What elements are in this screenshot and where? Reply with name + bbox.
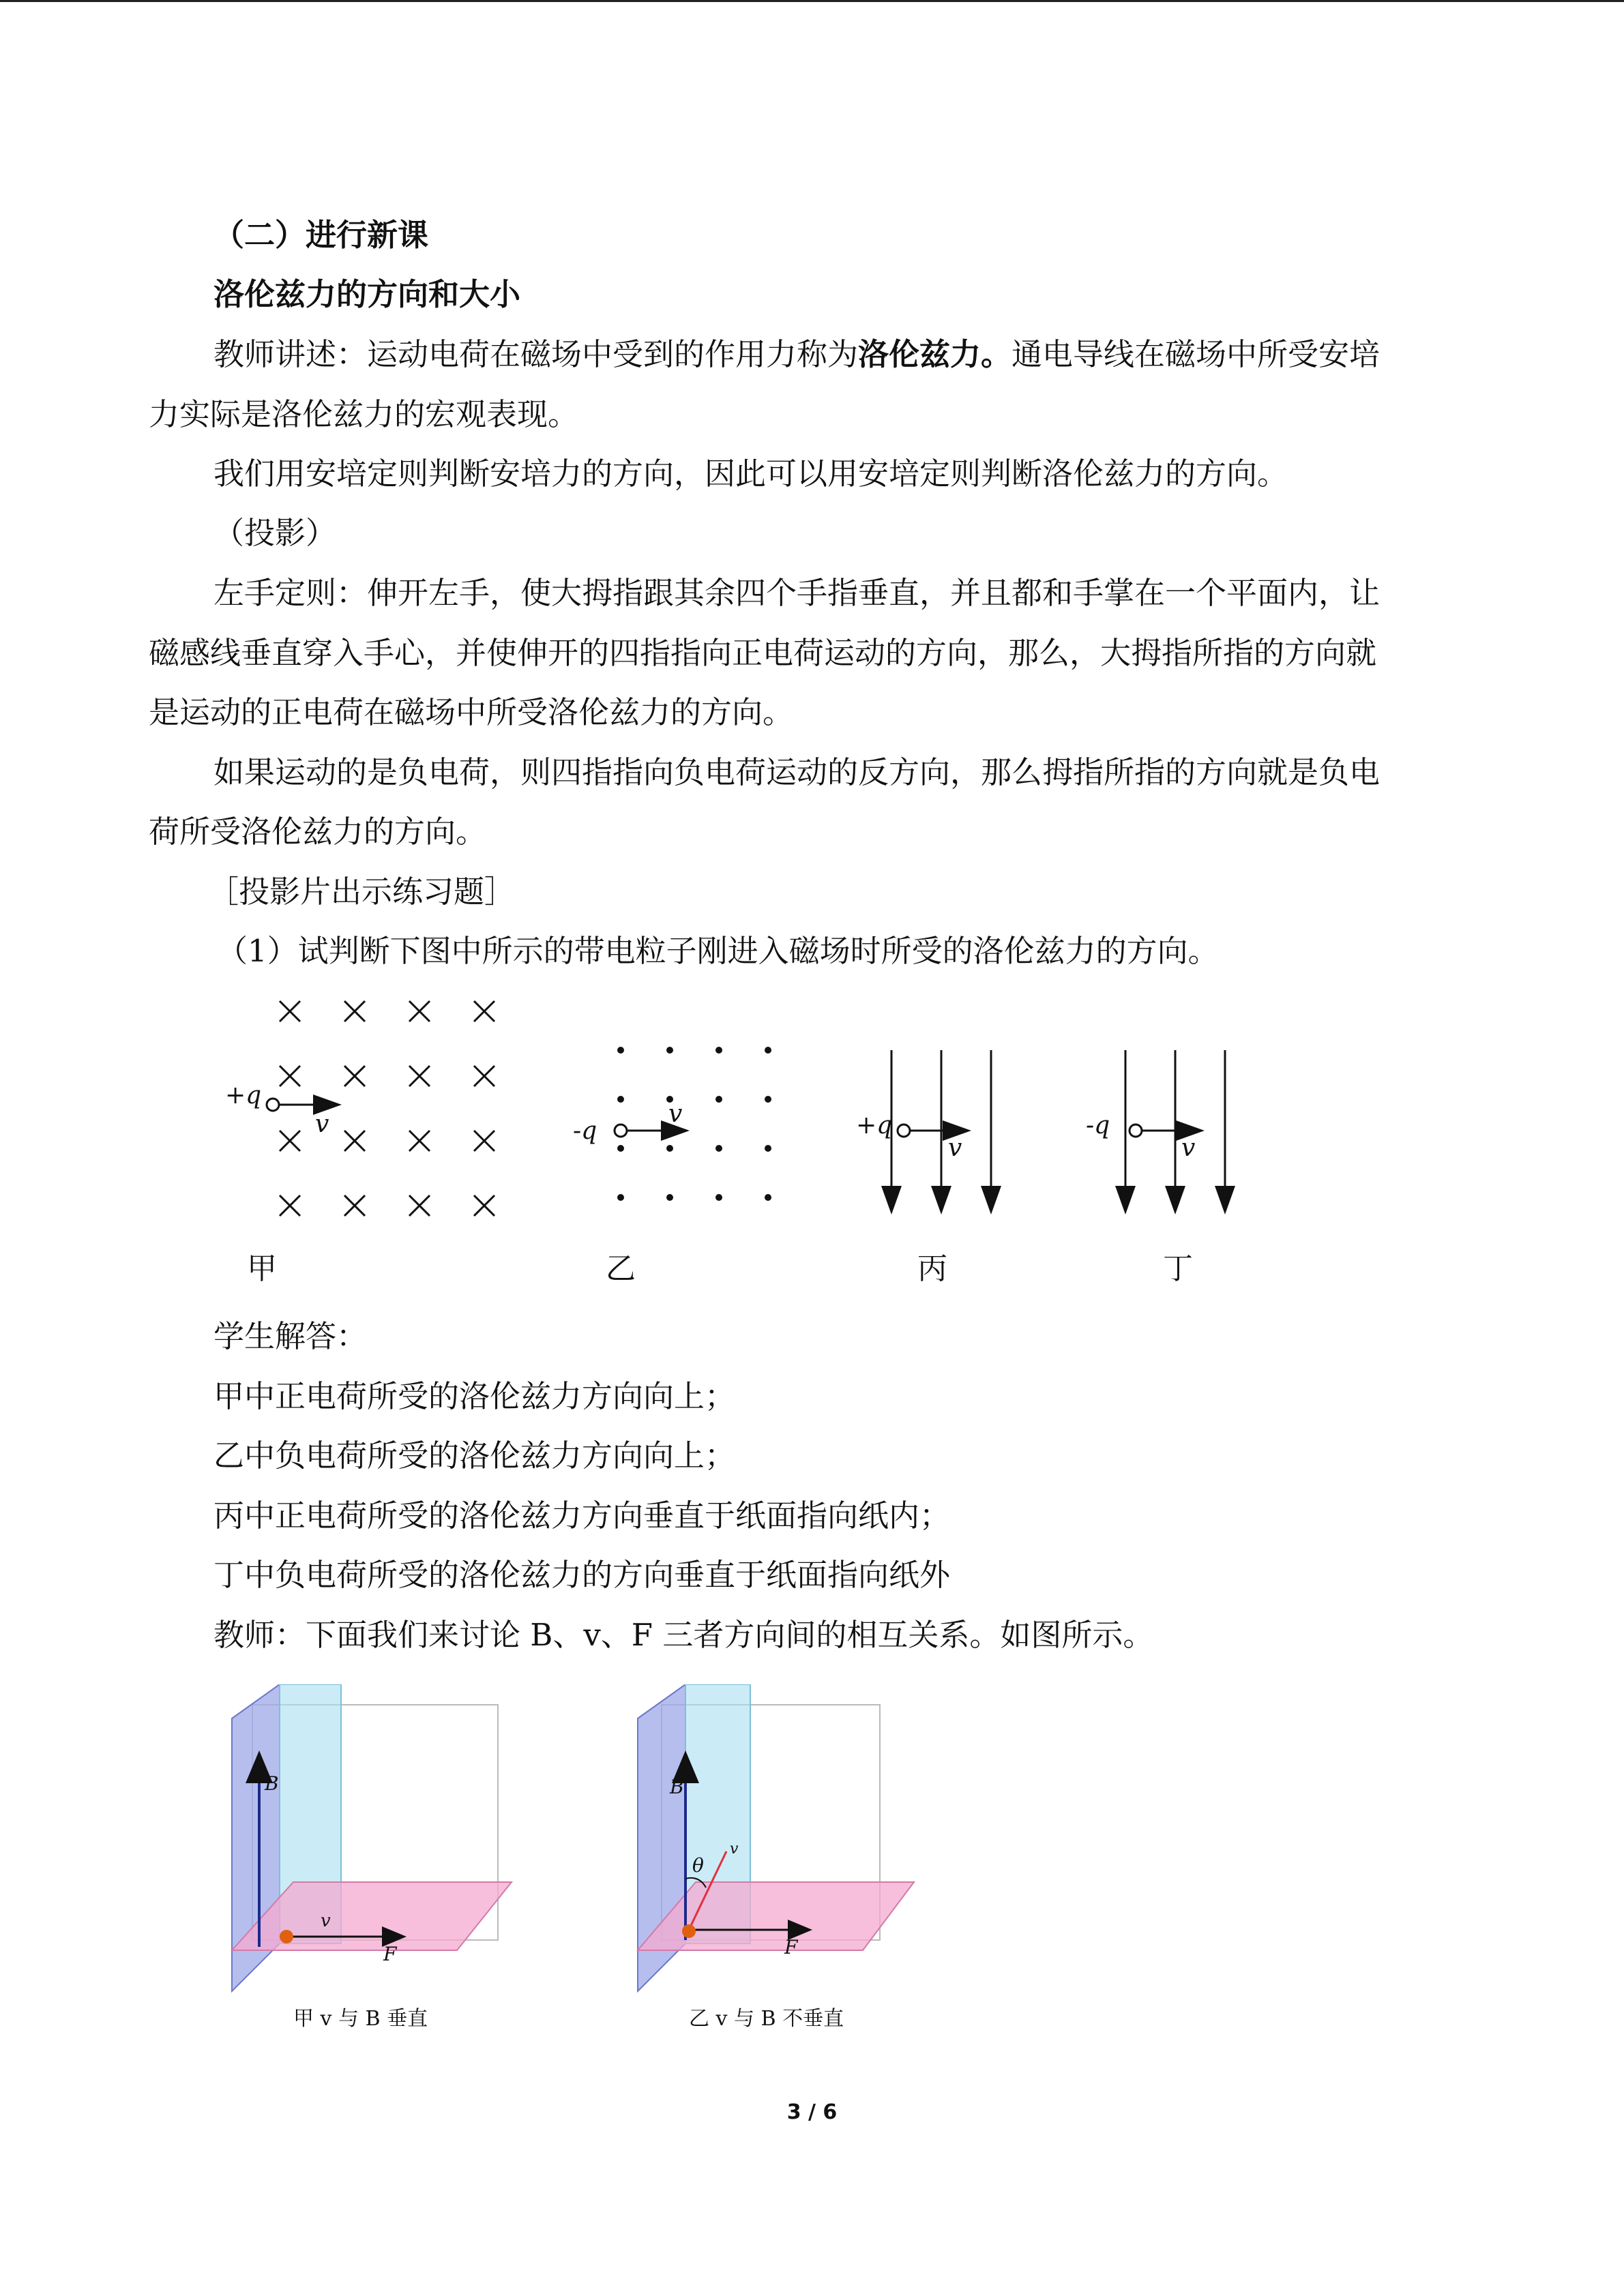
bing-caption: 丙 <box>917 1251 947 1286</box>
yi-charge-label: -q <box>573 1117 597 1145</box>
bing-velocity-label: v <box>948 1134 962 1162</box>
diagram-bing <box>891 1050 991 1210</box>
charge-particle <box>615 1124 627 1137</box>
charge-particle <box>1130 1124 1142 1137</box>
paragraph-4-line-3: 是运动的正电荷在磁场中所受洛伦兹力的方向。 <box>149 694 794 730</box>
panel-not-perpendicular <box>638 1684 914 1991</box>
page-top-border <box>0 0 1624 2</box>
paragraph-4-line-1: 左手定则：伸开左手，使大拇指跟其余四个手指垂直，并且都和手掌在一个平面内，让 <box>213 575 1381 611</box>
charge-particle <box>682 1924 696 1938</box>
right-caption: 乙 v 与 B 不垂直 <box>689 2007 844 2031</box>
diagram-ding <box>1125 1050 1225 1210</box>
paragraph-3: （投影） <box>213 515 337 551</box>
charge-particle <box>267 1099 279 1111</box>
paragraph-7: （1）试判断下图中所示的带电粒子刚进入磁场时所受的洛伦兹力的方向。 <box>217 933 1219 969</box>
p1-pre: 教师讲述：运动电荷在磁场中受到的作用力称为 <box>213 336 859 372</box>
paragraph-5-line-2: 荷所受洛伦兹力的方向。 <box>149 814 487 850</box>
answers-title: 学生解答： <box>213 1318 368 1354</box>
ding-velocity-label: v <box>1181 1134 1196 1162</box>
left-caption: 甲 v 与 B 垂直 <box>293 2007 428 2031</box>
left-B-label: B <box>265 1772 279 1795</box>
subheading: 洛伦兹力的方向和大小 <box>213 276 521 312</box>
charge-particle <box>280 1930 293 1943</box>
diagram-jia <box>267 1001 494 1216</box>
paragraph-5-line-1: 如果运动的是负电荷，则四指指向负电荷运动的反方向，那么拇指所指的方向就是负电 <box>213 754 1381 790</box>
panel-perpendicular <box>232 1684 512 1991</box>
paragraph-2: 我们用安培定则判断安培力的方向，因此可以用安培定则判断洛伦兹力的方向。 <box>213 456 1288 492</box>
paragraph-6: ［投影片出示练习题］ <box>208 874 516 910</box>
answer-3: 丙中正电荷所受的洛伦兹力方向垂直于纸面指向纸内； <box>213 1497 951 1534</box>
page-number: 3 / 6 <box>786 2100 838 2124</box>
jia-velocity-label: v <box>315 1110 329 1138</box>
yi-caption: 乙 <box>606 1251 636 1286</box>
ding-charge-label: -q <box>1086 1112 1110 1139</box>
charge-particle <box>898 1124 910 1137</box>
teacher-remark: 教师：下面我们来讨论 B、v、F 三者方向间的相互关系。如图所示。 <box>213 1617 1154 1653</box>
field-dots <box>617 1047 771 1201</box>
right-F-label: F <box>784 1936 798 1958</box>
answer-2: 乙中负电荷所受的洛伦兹力方向向上； <box>213 1437 736 1474</box>
bing-charge-label: +q <box>856 1112 893 1139</box>
paragraph-4-line-2: 磁感线垂直穿入手心，并使伸开的四指指向正电荷运动的方向，那么，大拇指所指的方向就 <box>149 635 1377 671</box>
paragraph-1-line-1 <box>213 334 1380 375</box>
jia-charge-label: +q <box>225 1082 262 1109</box>
jia-caption: 甲 <box>247 1251 277 1286</box>
answer-1: 甲中正电荷所受的洛伦兹力方向向上； <box>213 1378 736 1414</box>
right-v-label: v <box>730 1840 739 1858</box>
answer-4: 丁中负电荷所受的洛伦兹力的方向垂直于纸面指向纸外 <box>213 1557 951 1593</box>
figure-2-plane-diagrams <box>225 1684 948 2053</box>
yi-velocity-label: v <box>668 1100 683 1128</box>
right-theta-label: θ <box>692 1854 704 1877</box>
ding-caption: 丁 <box>1163 1251 1193 1286</box>
left-v-label: v <box>321 1911 331 1931</box>
right-B-label: B <box>670 1776 684 1798</box>
section-heading: （二）进行新课 <box>213 217 429 253</box>
paragraph-1-line-2: 力实际是洛伦兹力的宏观表现。 <box>149 396 579 432</box>
left-F-label: F <box>383 1943 397 1965</box>
field-crosses <box>280 1001 494 1216</box>
p1-post: 通电导线在磁场中所受安培 <box>1012 336 1381 372</box>
p1-bold-term: 洛伦兹力。 <box>858 336 1012 372</box>
figure-1-field-diagrams <box>205 982 1296 1302</box>
diagram-yi <box>615 1047 771 1201</box>
